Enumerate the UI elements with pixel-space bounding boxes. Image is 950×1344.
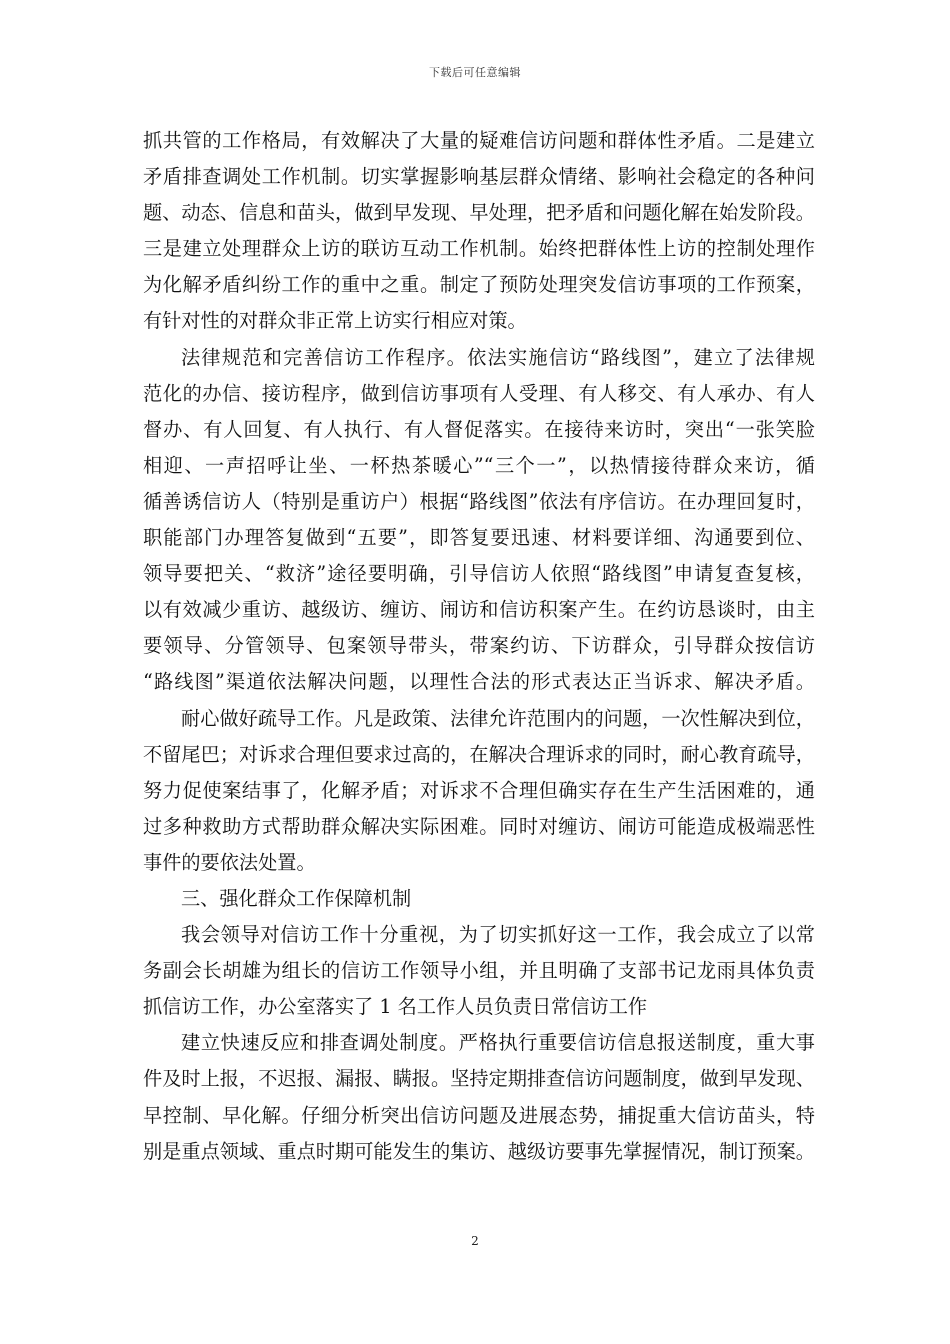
text-line: 要领导、分管领导、包案领导带头，带案约访、下访群众，引导群众按信访 xyxy=(143,634,815,658)
text-line: 务副会长胡雄为组长的信访工作领导小组，并且明确了支部书记龙雨具体负责 xyxy=(143,959,815,983)
text-line: 督办、有人回复、有人执行、有人督促落实。在接待来访时，突出“一张笑脸 xyxy=(143,417,815,441)
text-line: 建立快速反应和排查调处制度。严格执行重要信访信息报送制度，重大事 xyxy=(181,1031,815,1055)
text-line: 法律规范和完善信访工作程序。依法实施信访“路线图”，建立了法律规 xyxy=(181,345,815,369)
text-line: 职能部门办理答复做到“五要”，即答复要迅速、材料要详细、沟通要到位、 xyxy=(143,526,815,550)
text-line: 三、强化群众工作保障机制 xyxy=(181,886,412,910)
text-line: 为化解矛盾纠纷工作的重中之重。制定了预防处理突发信访事项的工作预案， xyxy=(143,273,815,297)
text-line: 件及时上报，不迟报、漏报、瞒报。坚持定期排查信访问题制度，做到早发现、 xyxy=(143,1067,815,1091)
text-line: 耐心做好疏导工作。凡是政策、法律允许范围内的问题，一次性解决到位， xyxy=(181,706,815,730)
document-body xyxy=(143,123,815,1170)
text-line: 事件的要依法处置。 xyxy=(143,850,316,874)
text-line: 努力促使案结事了，化解矛盾；对诉求不合理但确实存在生产生活困难的，通 xyxy=(143,778,815,802)
text-line: “路线图”渠道依法解决问题，以理性合法的形式表达正当诉求、解决矛盾。 xyxy=(143,670,815,694)
text-line: 早控制、早化解。仔细分析突出信访问题及进展态势，捕捉重大信访苗头，特 xyxy=(143,1103,815,1127)
text-line: 矛盾排查调处工作机制。切实掌握影响基层群众情绪、影响社会稳定的各种问 xyxy=(143,165,815,189)
text-line: 以有效减少重访、越级访、缠访、闹访和信访积案产生。在约访恳谈时，由主 xyxy=(143,598,815,622)
text-line: 三是建立处理群众上访的联访互动工作机制。始终把群体性上访的控制处理作 xyxy=(143,237,815,261)
text-line: 范化的办信、接访程序，做到信访事项有人受理、有人移交、有人承办、有人 xyxy=(143,381,815,405)
text-line: 抓信访工作，办公室落实了 1 名工作人员负责日常信访工作 xyxy=(143,995,648,1019)
text-line: 领导要把关、“救济”途径要明确，引导信访人依照“路线图”申请复查复核， xyxy=(143,562,815,586)
text-line: 我会领导对信访工作十分重视，为了切实抓好这一工作，我会成立了以常 xyxy=(181,923,815,947)
text-line: 相迎、一声招呼让坐、一杯热茶暖心”“三个一”，以热情接待群众来访，循 xyxy=(143,453,815,477)
text-line: 抓共管的工作格局，有效解决了大量的疑难信访问题和群体性矛盾。二是建立 xyxy=(143,129,815,152)
text-line: 有针对性的对群众非正常上访实行相应对策。 xyxy=(143,309,527,333)
text-line: 循善诱信访人（特别是重访户）根据“路线图”依法有序信访。在办理回复时， xyxy=(143,489,815,513)
page-header: 下载后可任意编辑 xyxy=(429,66,521,79)
text-line: 过多种救助方式帮助群众解决实际困难。同时对缠访、闹访可能造成极端恶性 xyxy=(143,814,815,838)
text-line: 别是重点领域、重点时期可能发生的集访、越级访要事先掌握情况，制订预案。 xyxy=(143,1139,815,1163)
text-line: 不留尾巴；对诉求合理但要求过高的，在解决合理诉求的同时，耐心教育疏导， xyxy=(143,742,815,766)
text-line: 题、动态、信息和苗头，做到早发现、早处理，把矛盾和问题化解在始发阶段。 xyxy=(143,201,815,225)
page-number: 2 xyxy=(471,1234,479,1248)
